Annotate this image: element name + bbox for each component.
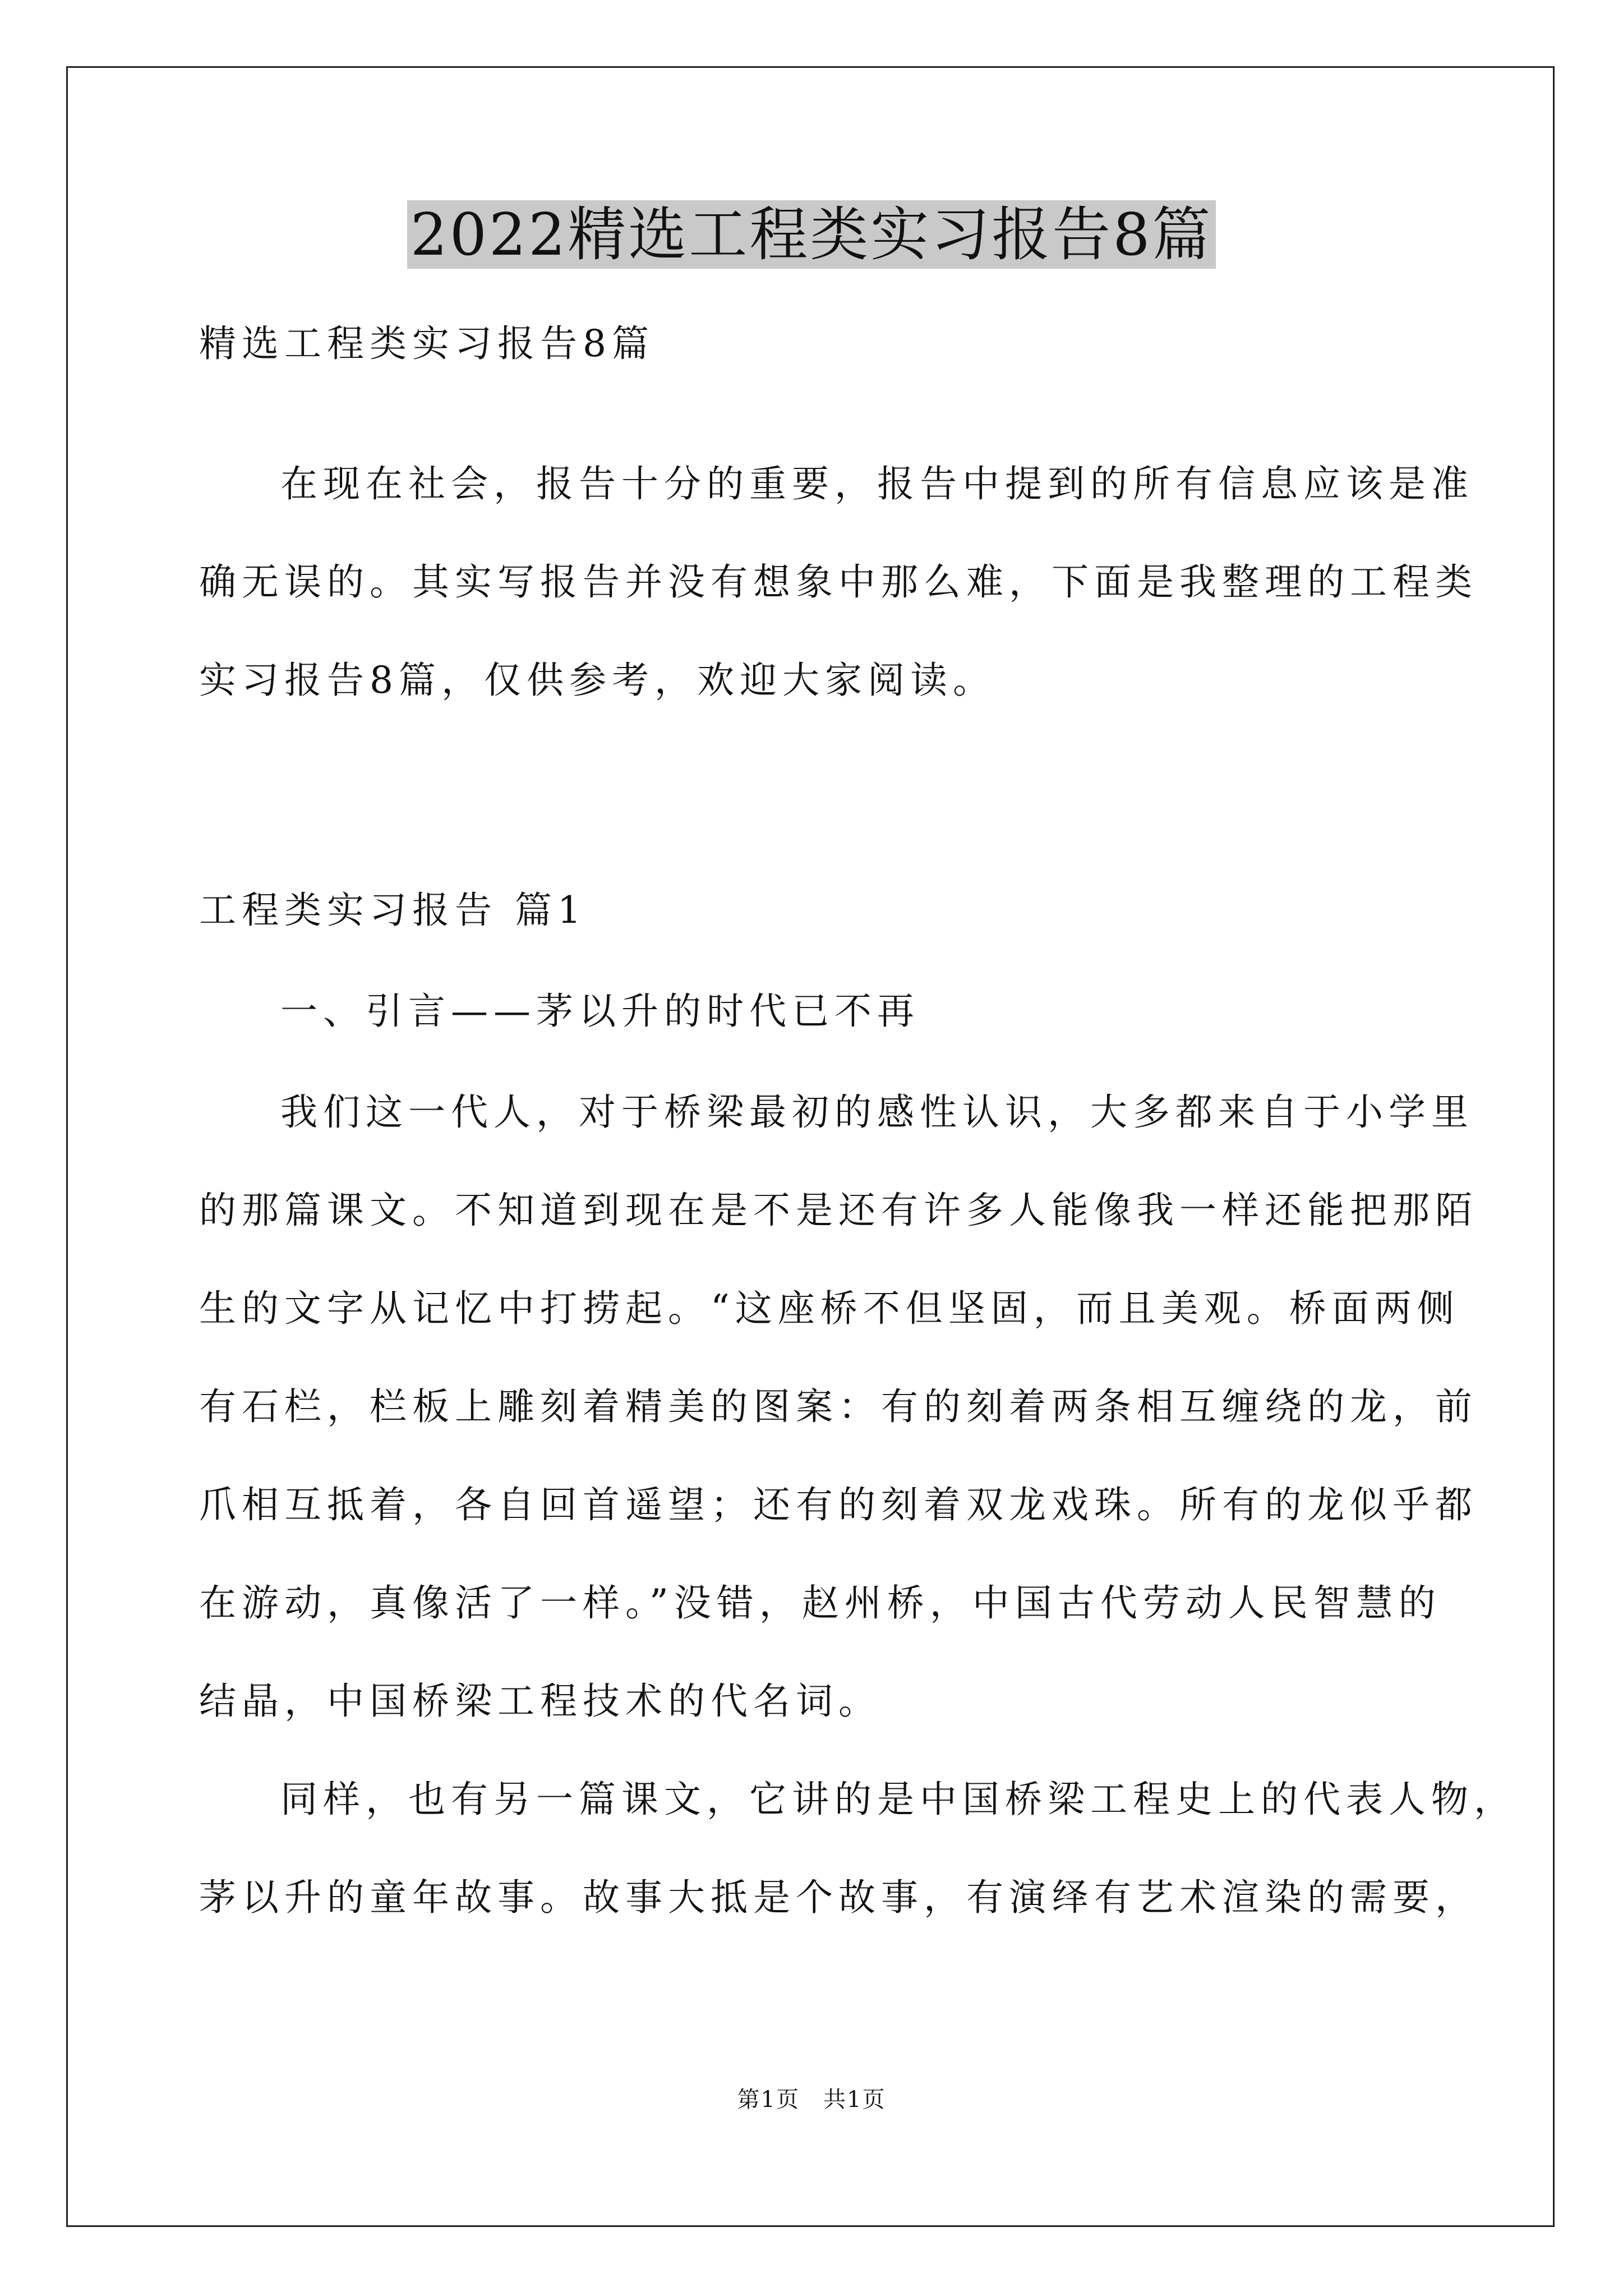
section-heading: 工程类实习报告 篇1 bbox=[199, 889, 587, 932]
paragraph-line: 结晶，中国桥梁工程技术的代名词。 bbox=[199, 1680, 881, 1723]
intro-line: 在现在社会，报告十分的重要，报告中提到的所有信息应该是准 bbox=[280, 462, 1474, 505]
document-subtitle: 精选工程类实习报告8篇 bbox=[199, 322, 654, 365]
paragraph-line: 茅以升的童年故事。故事大抵是个故事，有演绎有艺术渲染的需要， bbox=[199, 1876, 1478, 1919]
paragraph-line: 的那篇课文。不知道到现在是不是还有许多人能像我一样还能把那陌 bbox=[199, 1189, 1478, 1232]
subsection-heading: 一、引言——茅以升的时代已不再 bbox=[280, 990, 920, 1033]
paragraph-line: 我们这一代人，对于桥梁最初的感性认识，大多都来自于小学里 bbox=[280, 1091, 1474, 1134]
intro-line: 实习报告8篇，仅供参考，欢迎大家阅读。 bbox=[199, 659, 995, 702]
intro-line: 确无误的。其实写报告并没有想象中那么难，下面是我整理的工程类 bbox=[199, 560, 1478, 604]
paragraph-line: 有石栏，栏板上雕刻着精美的图案：有的刻着两条相互缠绕的龙，前 bbox=[199, 1385, 1478, 1428]
document-title bbox=[0, 195, 1623, 274]
page-footer: 第1页 共1页 bbox=[737, 2087, 886, 2113]
paragraph-line: 在游动，真像活了一样。”没错，赵州桥，中国古代劳动人民智慧的 bbox=[199, 1581, 1441, 1625]
paragraph-line: 同样，也有另一篇课文，它讲的是中国桥梁工程史上的代表人物， bbox=[280, 1778, 1516, 1821]
paragraph-line: 爪相互抵着，各自回首遥望；还有的刻着双龙戏珠。所有的龙似乎都 bbox=[199, 1483, 1478, 1526]
paragraph-line: 生的文字从记忆中打捞起。“这座桥不但坚固，而且美观。桥面两侧 bbox=[199, 1287, 1460, 1330]
document-title-text: 2022精选工程类实习报告8篇 bbox=[407, 200, 1216, 269]
